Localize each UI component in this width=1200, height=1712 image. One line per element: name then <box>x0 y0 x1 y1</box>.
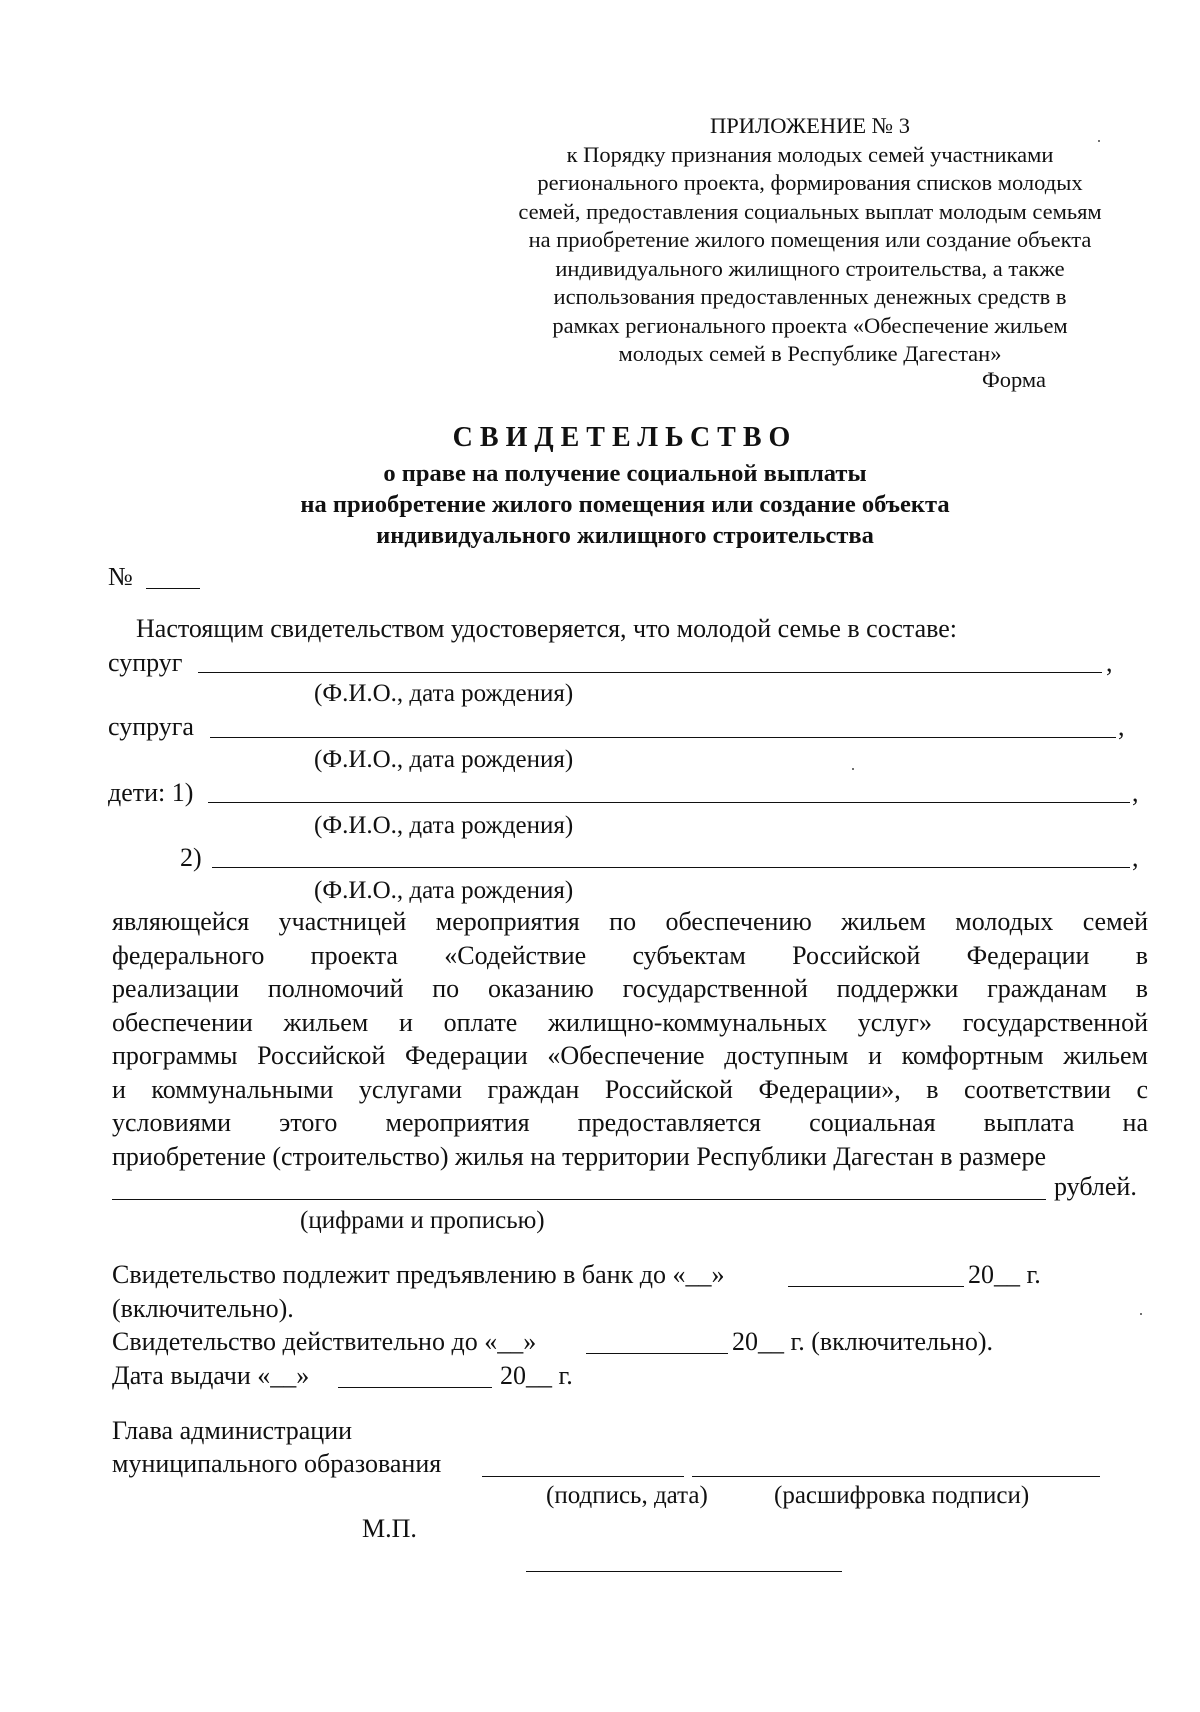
paragraph-line: обеспечении жильем и оплате жилищно-коммунальных услуг» государственной <box>112 1007 1148 1037</box>
appendix-title: ПРИЛОЖЕНИЕ № 3 <box>709 113 911 138</box>
bank-month-field[interactable] <box>788 1286 964 1287</box>
signature-field[interactable] <box>482 1476 684 1477</box>
intro-text: Настоящим свидетельством удостоверяется, что молодой семье в составе: <box>136 614 957 643</box>
scan-speck <box>1098 140 1100 142</box>
spouse-female-field[interactable] <box>210 737 1116 738</box>
signatory-org: муниципального образования <box>112 1449 442 1478</box>
issue-month-field[interactable] <box>338 1387 492 1388</box>
appendix-line: семей, предоставления социальных выплат молодым семьям <box>518 198 1102 224</box>
bank-year: 20__ г. <box>968 1260 1041 1289</box>
appendix-line: рамках регионального проекта «Обеспечение жильем <box>552 312 1068 338</box>
paragraph-line: и коммунальными услугами граждан Российской Федерации», в соответствии с <box>112 1074 1148 1104</box>
comma: , <box>1132 778 1139 807</box>
children-label: дети: 1) <box>108 778 194 807</box>
issue-year: 20__ г. <box>500 1361 573 1390</box>
title-sub: на приобретение жилого помещения или создание объекта <box>300 491 950 518</box>
comma: , <box>1132 843 1139 872</box>
valid-year: 20__ г. (включительно). <box>732 1327 994 1356</box>
appendix-line: на приобретение жилого помещения или создание объекта <box>528 227 1092 252</box>
number-label: № <box>108 562 133 591</box>
comma: , <box>1106 648 1113 677</box>
valid-month-field[interactable] <box>586 1353 728 1354</box>
spouse-male-field[interactable] <box>198 672 1102 673</box>
scan-speck <box>1140 1313 1142 1315</box>
paragraph-line: программы Российской Федерации «Обеспечение доступным и комфортным жильем <box>112 1041 1148 1070</box>
issue-date-text: Дата выдачи «__» <box>112 1361 310 1390</box>
bottom-divider <box>526 1571 842 1572</box>
appendix-line: молодых семей в Республике Дагестан» <box>618 341 1002 366</box>
bank-inclusive: (включительно). <box>112 1294 294 1323</box>
paragraph-line: реализации полномочий по оказанию государственной поддержки гражданам в <box>112 974 1148 1003</box>
child2-field[interactable] <box>212 867 1130 868</box>
signature-decode-field[interactable] <box>692 1476 1100 1477</box>
title-sub: о праве на получение социальной выплаты <box>383 460 867 487</box>
comma: , <box>1118 712 1125 741</box>
field-caption: (Ф.И.О., дата рождения) <box>314 680 574 707</box>
form-label: Форма <box>982 367 1047 392</box>
paragraph-line: приобретение (строительство) жилья на территории Республики Дагестан в размере <box>112 1141 1046 1171</box>
amount-field[interactable] <box>112 1199 1046 1200</box>
number-field[interactable] <box>146 588 200 589</box>
appendix-line: к Порядку признания молодых семей участниками <box>566 141 1054 167</box>
title-main: СВИДЕТЕЛЬСТВО <box>452 422 798 453</box>
scan-speck <box>852 768 854 770</box>
amount-caption: (цифрами и прописью) <box>300 1207 545 1234</box>
spouse-male-label: супруг <box>108 648 183 677</box>
paragraph-line: федерального проекта «Содействие субъектам Российской Федерации в <box>112 940 1148 970</box>
appendix-line: индивидуального жилищного строительства, а также <box>555 255 1065 281</box>
field-caption: (Ф.И.О., дата рождения) <box>314 877 574 904</box>
child1-field[interactable] <box>208 802 1130 803</box>
signature-decode-caption: (расшифровка подписи) <box>774 1482 1030 1509</box>
appendix-line: использования предоставленных денежных средств в <box>553 284 1067 309</box>
signatory-title: Глава администрации <box>112 1416 353 1445</box>
appendix-line: регионального проекта, формирования списков молодых <box>537 170 1083 195</box>
child2-label: 2) <box>180 843 202 872</box>
paragraph-line: условиями этого мероприятия предоставляется социальная выплата на <box>112 1108 1148 1137</box>
stamp-place: М.П. <box>362 1514 417 1543</box>
currency-label: рублей. <box>1054 1172 1137 1201</box>
field-caption: (Ф.И.О., дата рождения) <box>314 812 574 839</box>
document-title <box>200 418 1050 551</box>
paragraph-line: являющейся участницей мероприятия по обеспечению жильем молодых семей <box>112 907 1148 936</box>
valid-date-text: Свидетельство действительно до «__» <box>112 1327 537 1356</box>
spouse-female-label: супруга <box>108 712 194 741</box>
appendix-header <box>480 112 1140 369</box>
signature-caption: (подпись, дата) <box>546 1482 708 1509</box>
bank-date-text: Свидетельство подлежит предъявлению в банк до «__» <box>112 1260 725 1289</box>
field-caption: (Ф.И.О., дата рождения) <box>314 746 574 773</box>
title-sub: индивидуального жилищного строительства <box>376 522 874 549</box>
body-paragraph <box>112 905 1148 1173</box>
